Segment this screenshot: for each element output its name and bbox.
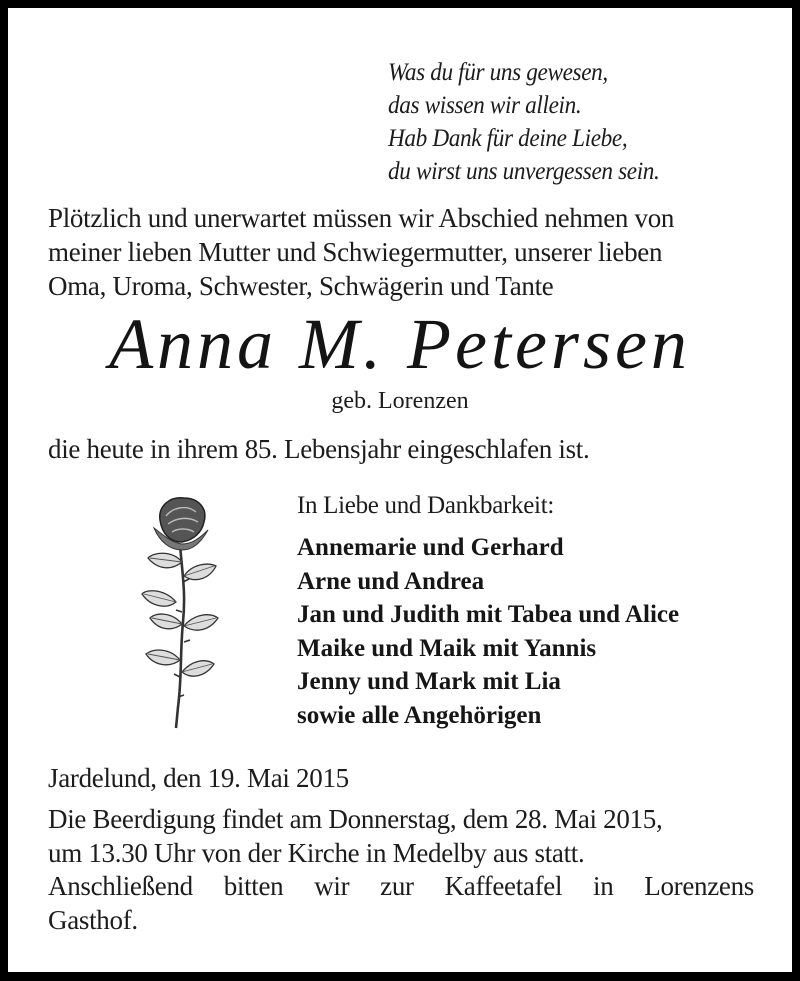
intro-line: Plötzlich und unerwartet müssen wir Abschied nehmen von [48, 203, 675, 233]
poem-line: das wissen wir allein. [388, 92, 582, 119]
mourner-entry: Arne und Andrea [297, 567, 485, 595]
funeral-line: Gasthof. [48, 904, 138, 935]
funeral-line: um 13.30 Uhr von der Kirche in Medelby aus statt. [48, 837, 585, 868]
mourner-entry: Annemarie und Gerhard [297, 534, 564, 561]
funeral-line: Anschließend bitten wir zur Kaffeetafel in Lorenzens [48, 871, 754, 901]
intro-text [48, 201, 754, 303]
intro-line: Oma, Uroma, Schwester, Schwägerin und Tante [48, 271, 554, 301]
intro-line: meiner lieben Mutter und Schwiegermutter, unserer lieben [48, 237, 663, 267]
age-statement: die heute in ihrem 85. Lebensjahr eingeschlafen ist. [48, 434, 590, 464]
mourner-entry: Jan und Judith mit Tabea und Alice [297, 601, 680, 629]
poem-line: Was du für uns gewesen, [388, 59, 608, 86]
mourner-entry: Maike und Maik mit Yannis [297, 634, 597, 662]
mourner-entry: sowie alle Angehörigen [297, 701, 542, 729]
deceased-name: Anna M. Petersen [109, 304, 691, 384]
memorial-poem [388, 56, 659, 188]
rose-icon [136, 492, 226, 732]
funeral-details [48, 803, 754, 937]
poem-line: Hab Dank für deine Liebe, [388, 125, 628, 152]
mourners-list [297, 489, 679, 733]
funeral-line: Die Beerdigung findet am Donnerstag, dem 28. Mai 2015, [48, 804, 663, 834]
mourner-entry: Jenny und Mark mit Lia [297, 668, 561, 696]
maiden-name: geb. Lorenzen [331, 388, 469, 414]
poem-line: du wirst uns unvergessen sein. [388, 158, 660, 185]
obituary-notice [8, 8, 792, 972]
place-and-date: Jardelund, den 19. Mai 2015 [48, 763, 349, 793]
mourners-heading: In Liebe und Dankbarkeit: [297, 492, 554, 519]
